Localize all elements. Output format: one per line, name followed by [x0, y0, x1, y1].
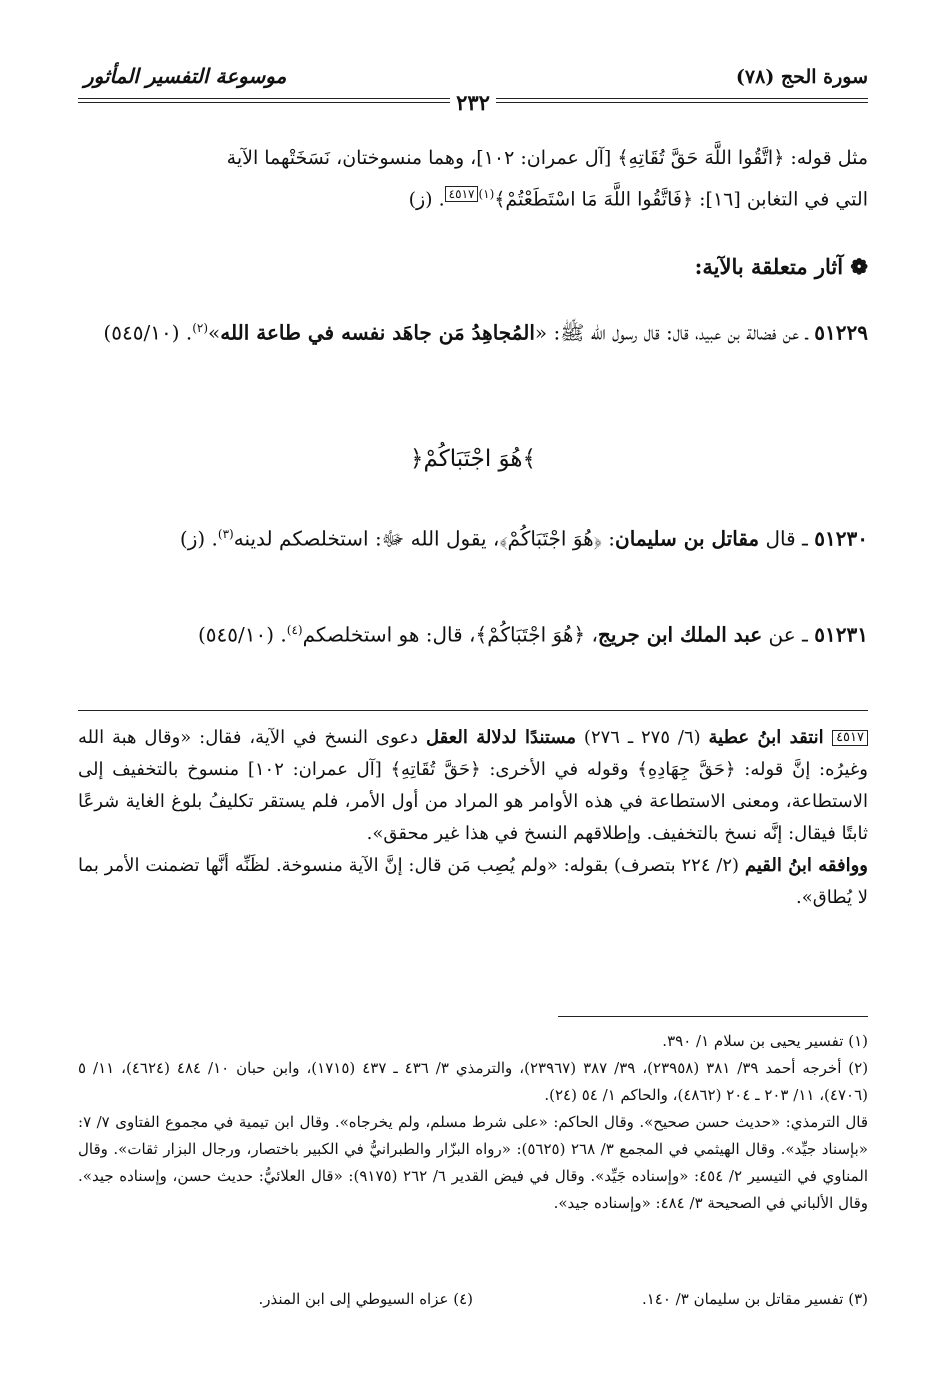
footnote-3: (٣) تفسير مقاتل بن سليمان ٣/ ١٤٠.	[641, 1290, 868, 1308]
footnote-2a: (٢) أخرجه أحمد ٣٩/ ٣٨١ (٢٣٩٥٨)، ٣٩/ ٣٨٧ (٢٣٩٦٧)، والترمذي ٣/ ٤٣٦ ـ ٤٣٧ (١٧١٥)، وابن حبان ١٠/ ٤٨٤ (٤٦٢٤)، ١١/ ٥ (٤٧٠٦)، ١١/ ٢٠٣ ـ ٢٠٤ (٤٨٦٢)، والحاكم ١/ ٥٤ (٢٤).	[78, 1059, 869, 1104]
hadith-text-c: . (٥٤٥/١٠)	[103, 320, 193, 345]
hadith-text-a: ـ عن فضالة بن عبيد، قال: قال رسول الله ﷺ: «	[534, 320, 815, 345]
commentary-p1	[78, 722, 868, 850]
footnote-1: (١) تفسير يحيى بن سلام ١/ ٣٩٠.	[662, 1032, 868, 1050]
commentary-p2-a: (٢/ ٢٢٤ بتصرف) بقوله: «ولم يُصِب مَن قال: إنَّ الآية منسوخة. لظَنِّه أنَّها تضمنت الأمر بما لا يُطاق».	[78, 855, 868, 908]
footnote-2b: قال الترمذي: «حديث حسن صحيح». وقال الحاكم: «على شرط مسلم، ولم يخرجاه». وقال ابن تيمية في مجموع الفتاوى ٧/ ٧: «بإسناد جيِّد». وقال الهيثمي في المجمع ٣/ ٢٦٨ (٥٦٢٥): «رواه البزّار والطبرانيُّ في الكبير باختصار، ورجال البزار ثقات». وقال المناوي في التيسير ٢/ ٤٥٤: «وإسناده جَيِّد». وقال في فيض القدير ٦/ ٢٦٢ (٩١٧٥): «قال العلائيُّ: حديث حسن، وإسناده جيد». وقال الألباني في الصحيحة ٣/ ٤٨٤: «وإسناده جيد».	[78, 1113, 869, 1212]
hadith-51229-text	[78, 310, 868, 351]
intro-line-1	[78, 140, 868, 176]
athar-narrator: عبد الملك ابن جريج	[597, 622, 763, 647]
footnote-ref-3[interactable]: (٣)	[217, 527, 234, 541]
hadith-text-bold: المُجاهِدُ مَن جاهَد نفسه في طاعة الله	[220, 320, 535, 345]
hadith-51229	[78, 310, 868, 351]
intro-line-2-end: . (ز)	[408, 188, 445, 211]
athar-text-b: : ﴿هُوَ اجْتَبَاكُمْ﴾، يقول الله ﷻ: استخلصكم لدينه	[233, 526, 616, 551]
commentary-ref-box[interactable]: ٤٥١٧	[445, 186, 479, 202]
surah-title: سورة الحج (٧٨)	[735, 66, 868, 88]
athar-narrator: مقاتل بن سليمان	[615, 526, 760, 551]
intro-line-1-text: مثل قوله: ﴿اتَّقُوا اللَّهَ حَقَّ تُقَاتِهِ﴾ [آل عمران: ١٠٢]، وهما منسوختان، نَسَخَتْهما الآية	[226, 147, 868, 169]
footnote-ref-1[interactable]: (١)	[478, 187, 495, 201]
commentary-p1-a: (٦/ ٢٧٥ ـ ٢٧٦)	[576, 727, 709, 748]
athar-51230-text	[78, 516, 868, 557]
footnote-separator	[558, 1016, 868, 1017]
athar-51230	[78, 516, 868, 557]
commentary-number-box: ٤٥١٧	[832, 730, 868, 746]
commentary-p2-bold: ووافقه ابنُ القيم	[744, 855, 868, 876]
section-heading: ❁ آثار متعلقة بالآية:	[694, 254, 868, 279]
commentary-p2	[78, 850, 868, 914]
athar-text-a: ـ عن	[762, 622, 815, 647]
page-number-wrap	[0, 90, 946, 115]
commentary-p1-b: دعوى النسخ في الآية، فقال: «وقال هبة الله وغيرُه: إنَّ قوله: ﴿حَقَّ جِهَادِهِ﴾ وقوله في الأخرى: ﴿حَقَّ تُقَاتِهِ﴾ [آل عمران: ١٠٢] منسوخ بالتخفيف إلى الاستطاعة، ومعنى الاستطاعة في هذه الأوامر هو المراد من أول الأمر، فلم يستقر تكليفُ بلوغ الغاية شرعًا ثابتًا فيقال: إنَّه نسخ بالتخفيف. وإطلاقهم النسخ في هذا غير محقق».	[78, 727, 868, 844]
intro-line-2	[78, 176, 868, 217]
footnotes-block	[78, 1028, 868, 1217]
commentary-separator	[78, 710, 868, 711]
commentary-block	[78, 722, 868, 914]
hadith-text-b: »	[208, 320, 221, 345]
footnote-4: (٤) عزاه السيوطي إلى ابن المنذر.	[258, 1290, 473, 1308]
athar-number: ٥١٢٣٠	[814, 526, 868, 551]
athar-51231	[78, 612, 868, 653]
athar-text-a: ـ قال	[759, 526, 815, 551]
commentary-p1-bold: انتقد ابنُ عطية	[708, 727, 833, 748]
athar-text-b: ، ﴿هُوَ اجْتَبَاكُمْ﴾، قال: هو استخلصكم	[302, 622, 598, 647]
footnote-ref-2[interactable]: (٢)	[192, 321, 209, 335]
intro-line-2-text: التي في التغابن [١٦]: ﴿فَاتَّقُوا اللَّهَ مَا اسْتَطَعْتُمْ﴾	[494, 188, 868, 211]
page-number: ٢٣٢	[450, 90, 496, 115]
athar-text-c: . (٥٤٥/١٠)	[197, 622, 287, 647]
intro-paragraph	[78, 140, 868, 217]
footnotes-3-4-row	[78, 1290, 868, 1308]
footnote-ref-4[interactable]: (٤)	[286, 623, 303, 637]
commentary-p1-bold2: مستندًا لدلالة العقل	[425, 727, 577, 748]
book-title: موسوعة التفسير المأثور	[84, 64, 287, 88]
verse-heading: ﴿هُوَ اجْتَبَاكُمْ﴾	[409, 446, 537, 472]
hadith-number: ٥١٢٢٩	[814, 320, 868, 345]
athar-text-c: . (ز)	[179, 526, 218, 551]
athar-number: ٥١٢٣١	[814, 622, 868, 647]
athar-51231-text	[78, 612, 868, 653]
